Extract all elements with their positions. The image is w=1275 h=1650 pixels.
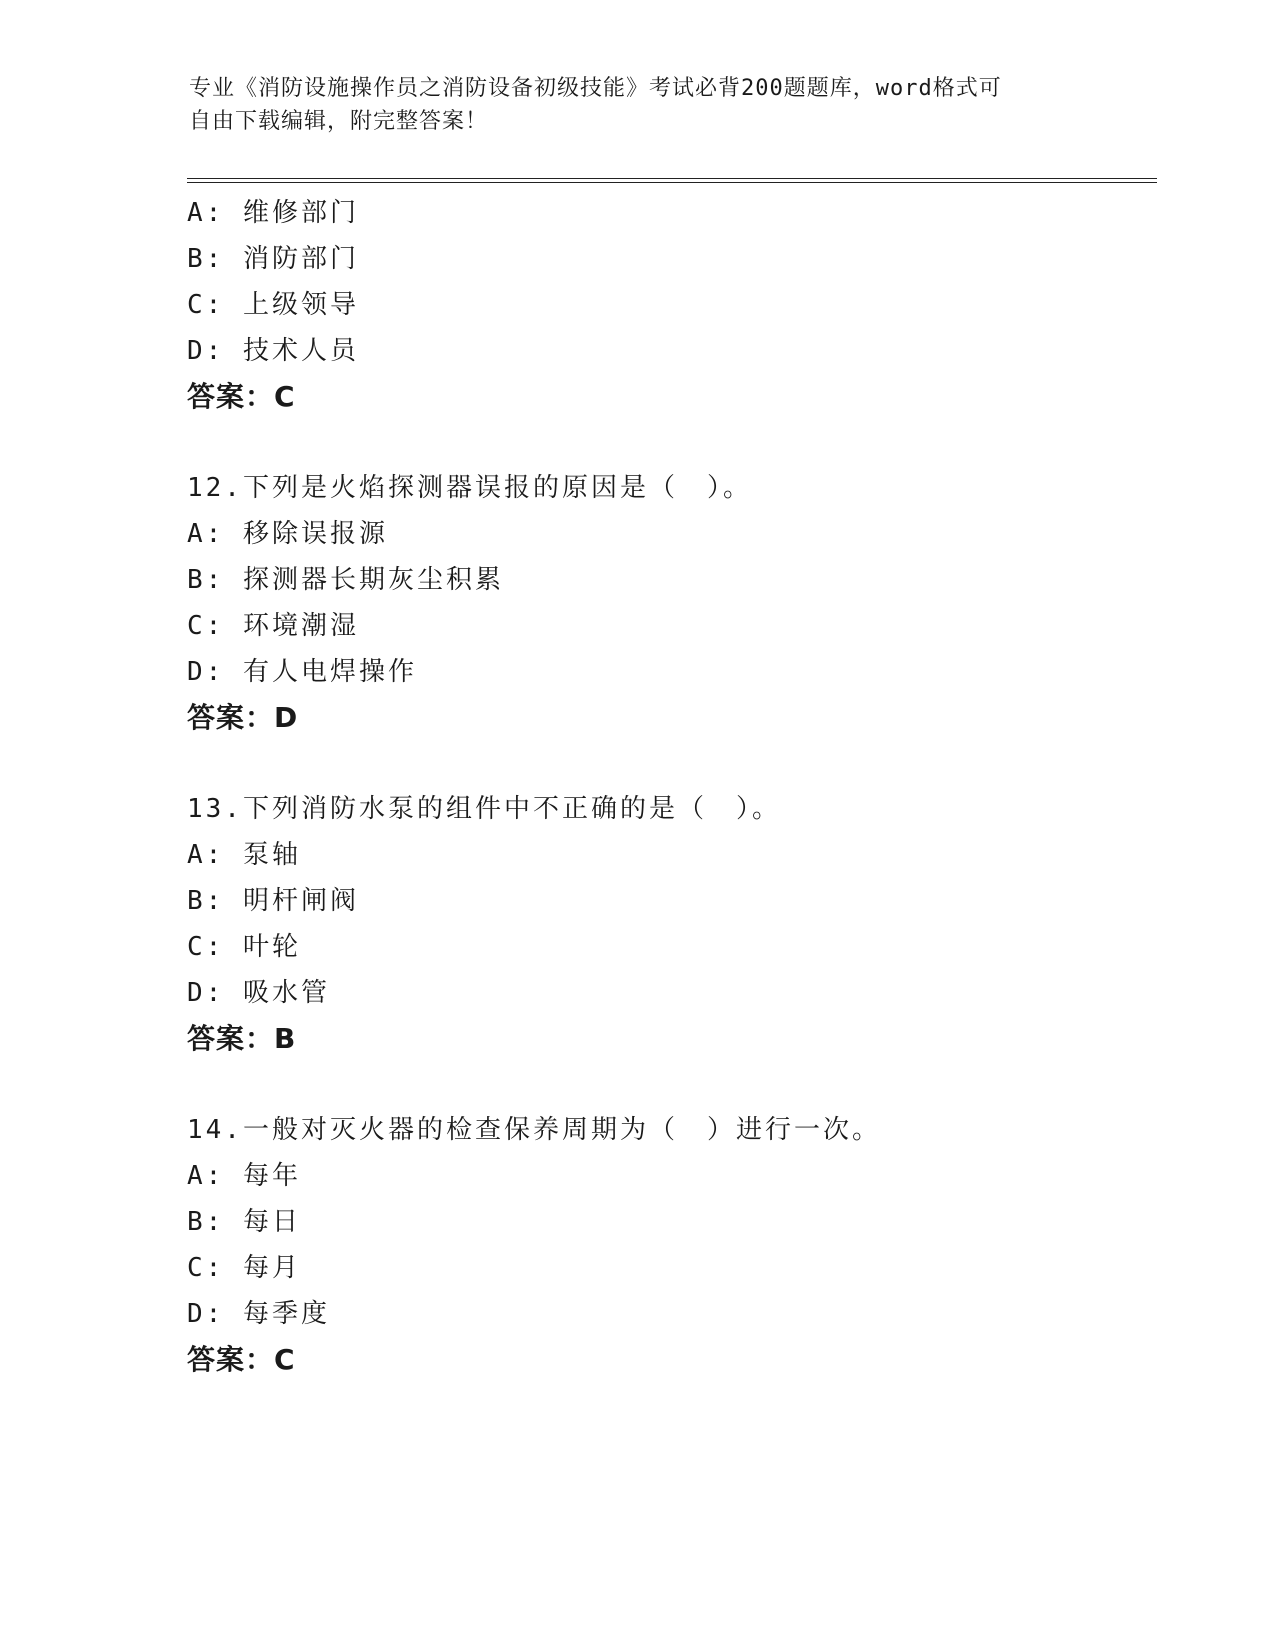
block-spacer — [187, 1062, 1167, 1107]
question-text: 14.一般对灭火器的检查保养周期为（ ）进行一次。 — [187, 1115, 881, 1145]
option-b: B: 每日 — [187, 1207, 301, 1237]
option-a: A: 每年 — [187, 1161, 301, 1191]
answer-line: 答案：C — [187, 1343, 296, 1376]
question-block-13 — [187, 786, 1167, 1062]
option-a: A: 维修部门 — [187, 198, 359, 228]
document-header — [189, 72, 1069, 138]
header-line-2: 自由下载编辑，附完整答案！ — [189, 109, 489, 134]
question-block-11 — [187, 190, 1167, 420]
header-divider-bottom — [187, 182, 1157, 183]
option-b: B: 明杆闸阀 — [187, 886, 359, 916]
option-a: A: 移除误报源 — [187, 519, 388, 549]
question-block-14 — [187, 1107, 1167, 1383]
option-d: D: 每季度 — [187, 1299, 330, 1329]
option-c: C: 每月 — [187, 1253, 301, 1283]
option-b: B: 探测器长期灰尘积累 — [187, 565, 504, 595]
answer-line: 答案：D — [187, 701, 299, 734]
block-spacer — [187, 420, 1167, 465]
question-text: 13.下列消防水泵的组件中不正确的是（ ）。 — [187, 794, 781, 824]
option-d: D: 有人电焊操作 — [187, 657, 417, 687]
question-list — [187, 190, 1167, 1383]
question-text: 12.下列是火焰探测器误报的原因是（ ）。 — [187, 473, 752, 503]
option-d: D: 吸水管 — [187, 978, 330, 1008]
answer-line: 答案：C — [187, 380, 296, 413]
option-c: C: 环境潮湿 — [187, 611, 359, 641]
header-divider-top — [187, 178, 1157, 179]
header-line-1: 专业《消防设施操作员之消防设备初级技能》考试必背200题题库，word格式可 — [189, 76, 1002, 101]
option-c: C: 上级领导 — [187, 290, 359, 320]
option-c: C: 叶轮 — [187, 932, 301, 962]
answer-line: 答案：B — [187, 1022, 297, 1055]
option-a: A: 泵轴 — [187, 840, 301, 870]
block-spacer — [187, 741, 1167, 786]
option-d: D: 技术人员 — [187, 336, 359, 366]
option-b: B: 消防部门 — [187, 244, 359, 274]
question-block-12 — [187, 465, 1167, 741]
